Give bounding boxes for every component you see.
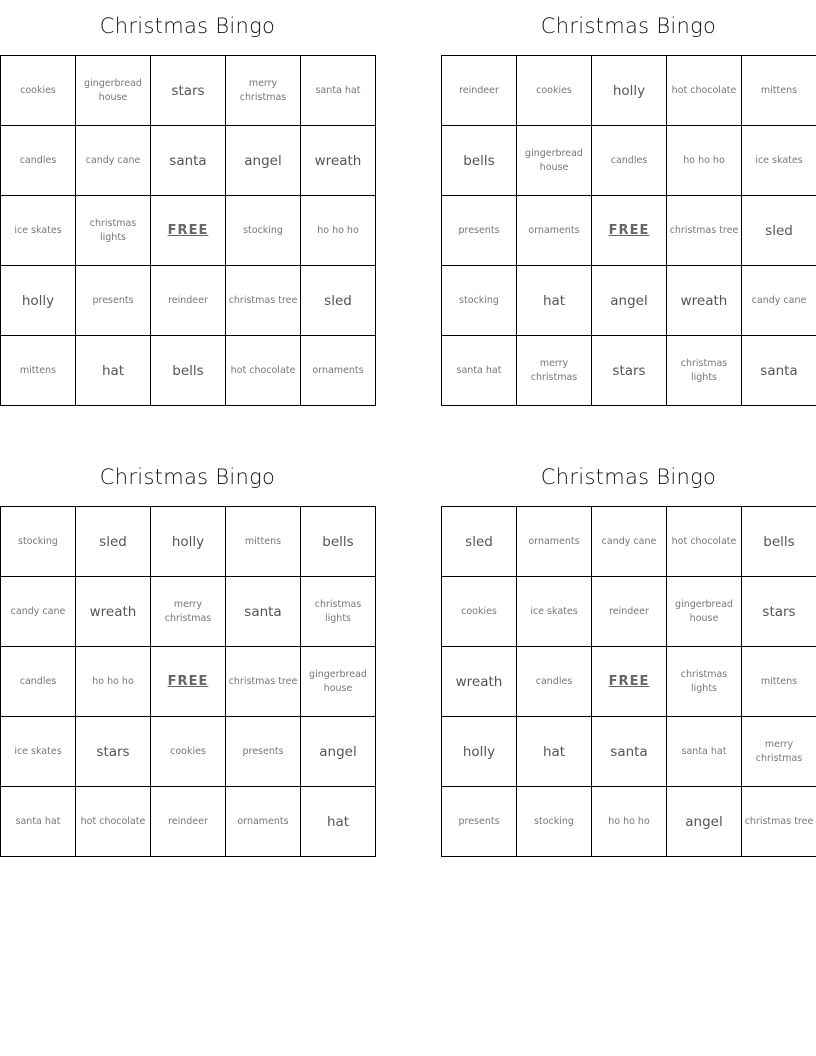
card-title: Christmas Bingo: [99, 14, 276, 38]
bingo-cell: angel: [667, 787, 742, 857]
bingo-cell: mittens: [1, 336, 76, 406]
bingo-cell: wreath: [301, 126, 376, 196]
bingo-cell: sled: [742, 196, 816, 266]
bingo-cell: stocking: [517, 787, 592, 857]
bingo-cell: holly: [151, 507, 226, 577]
bingo-cell: candy cane: [742, 266, 816, 336]
bingo-cell: angel: [226, 126, 301, 196]
bingo-cell: candles: [1, 126, 76, 196]
card-title: Christmas Bingo: [99, 465, 276, 489]
bingo-cell: ho ho ho: [667, 126, 742, 196]
bingo-cell: gingerbread house: [667, 577, 742, 647]
bingo-cell: ice skates: [517, 577, 592, 647]
bingo-cell: candles: [592, 126, 667, 196]
grid-row: [442, 266, 816, 336]
bingo-cell: cookies: [442, 577, 517, 647]
bingo-cell: ornaments: [517, 196, 592, 266]
bingo-cell: merry christmas: [226, 56, 301, 126]
bingo-cell: candles: [517, 647, 592, 717]
bingo-cell: presents: [442, 787, 517, 857]
bingo-cell: christmas tree: [226, 647, 301, 717]
bingo-cell: bells: [151, 336, 226, 406]
bingo-cell: angel: [592, 266, 667, 336]
bingo-cell: gingerbread house: [517, 126, 592, 196]
bingo-cell: ho ho ho: [301, 196, 376, 266]
bingo-cell: hat: [301, 787, 376, 857]
bingo-cell: hat: [517, 717, 592, 787]
bingo-cell: santa hat: [301, 56, 376, 126]
bingo-cell: stars: [76, 717, 151, 787]
bingo-cell: santa hat: [442, 336, 517, 406]
bingo-cell: christmas lights: [76, 196, 151, 266]
bingo-cell: candles: [1, 647, 76, 717]
bingo-cell: presents: [76, 266, 151, 336]
grid-row: [442, 336, 816, 406]
bingo-cell: hot chocolate: [226, 336, 301, 406]
bingo-cell: wreath: [76, 577, 151, 647]
bingo-cell: presents: [442, 196, 517, 266]
free-space-cell: FREE: [151, 647, 226, 717]
bingo-cell: stocking: [442, 266, 517, 336]
bingo-cell: cookies: [517, 56, 592, 126]
bingo-cell: angel: [301, 717, 376, 787]
bingo-cell: mittens: [742, 647, 816, 717]
bingo-grid: [441, 506, 816, 857]
bingo-cell: hot chocolate: [667, 507, 742, 577]
grid-row: [442, 647, 816, 717]
bingo-cell: hat: [517, 266, 592, 336]
bingo-cell: candy cane: [76, 126, 151, 196]
grid-row: [1, 577, 376, 647]
bingo-cell: santa: [592, 717, 667, 787]
grid-row: [1, 266, 376, 336]
bingo-cell: ornaments: [301, 336, 376, 406]
bingo-cell: christmas tree: [667, 196, 742, 266]
bingo-cell: christmas lights: [667, 647, 742, 717]
bingo-cell: reindeer: [442, 56, 517, 126]
bingo-cell: ho ho ho: [592, 787, 667, 857]
bingo-cell: mittens: [742, 56, 816, 126]
bingo-cell: candy cane: [1, 577, 76, 647]
grid-row: [442, 196, 816, 266]
grid-row: [1, 56, 376, 126]
grid-row: [1, 196, 376, 266]
bingo-cell: christmas tree: [226, 266, 301, 336]
bingo-cell: christmas lights: [667, 336, 742, 406]
bingo-cell: reindeer: [151, 787, 226, 857]
bingo-cell: ice skates: [742, 126, 816, 196]
bingo-cell: ornaments: [517, 507, 592, 577]
card-title: Christmas Bingo: [540, 465, 717, 489]
bingo-cell: wreath: [442, 647, 517, 717]
bingo-cell: bells: [742, 507, 816, 577]
bingo-cell: santa hat: [1, 787, 76, 857]
bingo-cell: holly: [592, 56, 667, 126]
card-title: Christmas Bingo: [540, 14, 717, 38]
bingo-cell: candy cane: [592, 507, 667, 577]
bingo-cell: reindeer: [592, 577, 667, 647]
bingo-cell: mittens: [226, 507, 301, 577]
bingo-cell: wreath: [667, 266, 742, 336]
grid-row: [442, 787, 816, 857]
grid-row: [442, 507, 816, 577]
bingo-cell: presents: [226, 717, 301, 787]
bingo-cell: holly: [442, 717, 517, 787]
free-space-cell: FREE: [592, 196, 667, 266]
bingo-cell: stars: [742, 577, 816, 647]
bingo-grid: [441, 55, 816, 406]
bingo-cell: ho ho ho: [76, 647, 151, 717]
bingo-cell: christmas tree: [742, 787, 816, 857]
bingo-grid: [0, 55, 376, 406]
bingo-grid: [0, 506, 376, 857]
bingo-cell: bells: [442, 126, 517, 196]
grid-row: [1, 336, 376, 406]
bingo-cell: bells: [301, 507, 376, 577]
bingo-cell: santa: [151, 126, 226, 196]
bingo-cell: gingerbread house: [76, 56, 151, 126]
free-space-cell: FREE: [592, 647, 667, 717]
grid-row: [442, 56, 816, 126]
bingo-cell: stocking: [1, 507, 76, 577]
bingo-cell: ice skates: [1, 196, 76, 266]
bingo-cell: cookies: [1, 56, 76, 126]
bingo-cell: hot chocolate: [76, 787, 151, 857]
grid-row: [442, 126, 816, 196]
grid-row: [1, 717, 376, 787]
bingo-cell: hat: [76, 336, 151, 406]
grid-row: [1, 507, 376, 577]
bingo-cell: ornaments: [226, 787, 301, 857]
bingo-cell: sled: [76, 507, 151, 577]
grid-row: [1, 126, 376, 196]
bingo-cell: stars: [592, 336, 667, 406]
bingo-cell: christmas lights: [301, 577, 376, 647]
bingo-cell: stocking: [226, 196, 301, 266]
grid-row: [442, 717, 816, 787]
bingo-cell: merry christmas: [517, 336, 592, 406]
bingo-cell: merry christmas: [742, 717, 816, 787]
bingo-cell: santa: [226, 577, 301, 647]
bingo-cell: gingerbread house: [301, 647, 376, 717]
bingo-cell: ice skates: [1, 717, 76, 787]
bingo-cell: sled: [442, 507, 517, 577]
grid-row: [1, 647, 376, 717]
bingo-cell: cookies: [151, 717, 226, 787]
bingo-cell: santa: [742, 336, 816, 406]
bingo-cell: santa hat: [667, 717, 742, 787]
bingo-cell: reindeer: [151, 266, 226, 336]
bingo-cell: merry christmas: [151, 577, 226, 647]
bingo-cell: holly: [1, 266, 76, 336]
bingo-cell: sled: [301, 266, 376, 336]
bingo-cell: stars: [151, 56, 226, 126]
bingo-cell: hot chocolate: [667, 56, 742, 126]
grid-row: [442, 577, 816, 647]
free-space-cell: FREE: [151, 196, 226, 266]
grid-row: [1, 787, 376, 857]
